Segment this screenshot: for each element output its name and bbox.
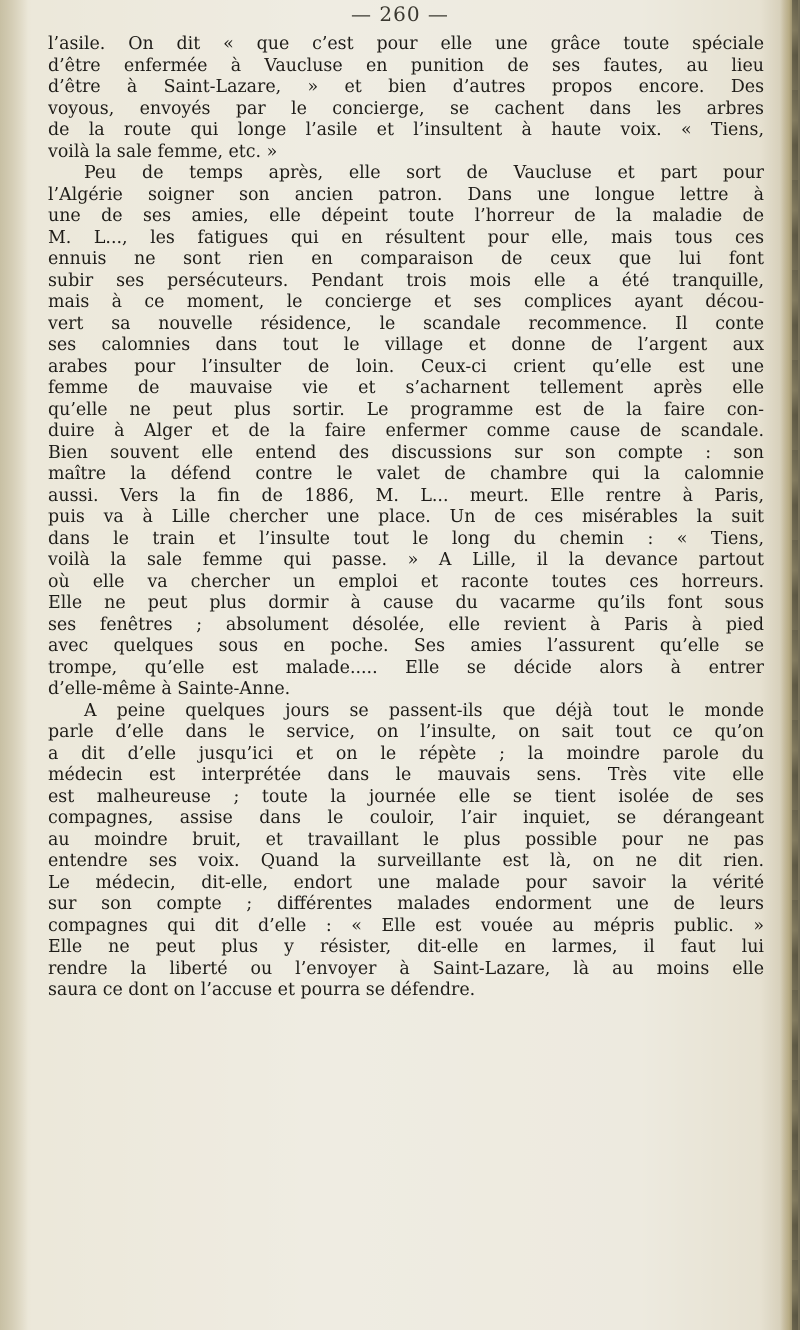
text-line: voilà la sale femme, etc. »: [48, 141, 278, 162]
text-line: Elle ne peut plus y résister, dit-elle en larmes, il faut lui: [48, 937, 764, 957]
page-gutter-shadow: [0, 0, 28, 1330]
text-line: A peine quelques jours se passent-ils que déjà tout le monde: [84, 700, 764, 721]
paragraph-1: [48, 34, 764, 163]
text-line: dans le train et l’insulte tout le long du chemin : « Tiens,: [48, 528, 764, 549]
text-line: est malheureuse ; toute la journée elle se tient isolée de ses: [48, 786, 764, 807]
text-line: où elle va chercher un emploi et raconte toutes ces horreurs.: [48, 571, 764, 592]
text-line: avec quelques sous en poche. Ses amies l’assurent qu’elle se: [48, 636, 764, 656]
text-line: d’être à Saint-Lazare, » et bien d’autres propos encore. Des: [48, 77, 764, 97]
text-line: aussi. Vers la fin de 1886, M. L... meurt. Elle rentre à Paris,: [48, 485, 764, 506]
text-line: subir ses persécuteurs. Pendant trois mois elle a été tranquille,: [48, 270, 764, 291]
page-edge-binding: [780, 0, 800, 1330]
text-line: sur son compte ; différentes malades endorment une de leurs: [48, 894, 764, 914]
text-line: saura ce dont on l’accuse et pourra se défendre.: [48, 980, 476, 1000]
text-line: arabes pour l’insulter de loin. Ceux-ci crient qu’elle est une: [48, 356, 764, 377]
text-line: l’Algérie soigner son ancien patron. Dans une longue lettre à: [48, 184, 764, 205]
text-line: M. L..., les fatigues qui en résultent pour elle, mais tous ces: [48, 227, 764, 248]
text-line: compagnes, assise dans le couloir, l’air inquiet, se dérangeant: [48, 808, 764, 828]
text-line: médecin est interprétée dans le mauvais sens. Très vite elle: [48, 765, 764, 785]
text-line: d’elle-même à Sainte-Anne.: [48, 679, 291, 699]
text-line: maître la défend contre le valet de chambre qui la calomnie: [48, 464, 764, 484]
text-line: parle d’elle dans le service, on l’insulte, on sait tout ce qu’on: [48, 722, 764, 742]
text-line: puis va à Lille chercher une place. Un de ces misérables la suit: [48, 507, 764, 527]
text-line: a dit d’elle jusqu’ici et on le répète ; la moindre parole du: [48, 743, 764, 764]
text-line: duire à Alger et de la faire enfermer comme cause de scandale.: [48, 421, 764, 441]
page-number: — 260 —: [351, 2, 449, 26]
text-line: femme de mauvaise vie et s’acharnent tellement après elle: [48, 378, 764, 398]
text-line: d’être enfermée à Vaucluse en punition de ses fautes, au lieu: [48, 55, 764, 76]
text-line: ses calomnies dans tout le village et donne de l’argent aux: [48, 335, 764, 355]
text-line: mais à ce moment, le concierge et ses complices ayant décou-: [48, 292, 764, 312]
text-line: au moindre bruit, et travaillant le plus possible pour ne pas: [48, 829, 764, 850]
text-line: compagnes qui dit d’elle : « Elle est vouée au mépris public. »: [48, 915, 764, 936]
text-line: vert sa nouvelle résidence, le scandale recommence. Il conte: [48, 313, 764, 334]
text-line: qu’elle ne peut plus sortir. Le programme est de la faire con-: [48, 399, 764, 420]
text-line: voilà la sale femme qui passe. » A Lille, il la devance partout: [48, 550, 764, 570]
text-line: Bien souvent elle entend des discussions sur son compte : son: [48, 442, 764, 463]
paragraph-3: [48, 701, 764, 1002]
text-line: Elle ne peut plus dormir à cause du vacarme qu’ils font sous: [48, 593, 764, 613]
text-line: entendre ses voix. Quand la surveillante est là, on ne dit rien.: [48, 851, 764, 871]
paragraph-2: [48, 163, 764, 701]
text-line: Peu de temps après, elle sort de Vaucluse et part pour: [84, 163, 764, 183]
text-line: une de ses amies, elle dépeint toute l’horreur de la maladie de: [48, 206, 764, 226]
text-line: de la route qui longe l’asile et l’insultent à haute voix. « Tiens,: [48, 120, 764, 140]
text-line: Le médecin, dit-elle, endort une malade pour savoir la vérité: [48, 872, 764, 893]
text-line: ses fenêtres ; absolument désolée, elle revient à Paris à pied: [48, 614, 764, 635]
text-line: rendre la liberté ou l’envoyer à Saint-Lazare, là au moins elle: [48, 958, 764, 979]
body-text: [48, 34, 764, 1002]
text-line: voyous, envoyés par le concierge, se cachent dans les arbres: [48, 98, 764, 119]
text-line: l’asile. On dit « que c’est pour elle une grâce toute spéciale: [48, 34, 764, 54]
text-line: trompe, qu’elle est malade..... Elle se décide alors à entrer: [48, 657, 764, 678]
text-line: ennuis ne sont rien en comparaison de ceux que lui font: [48, 249, 764, 269]
